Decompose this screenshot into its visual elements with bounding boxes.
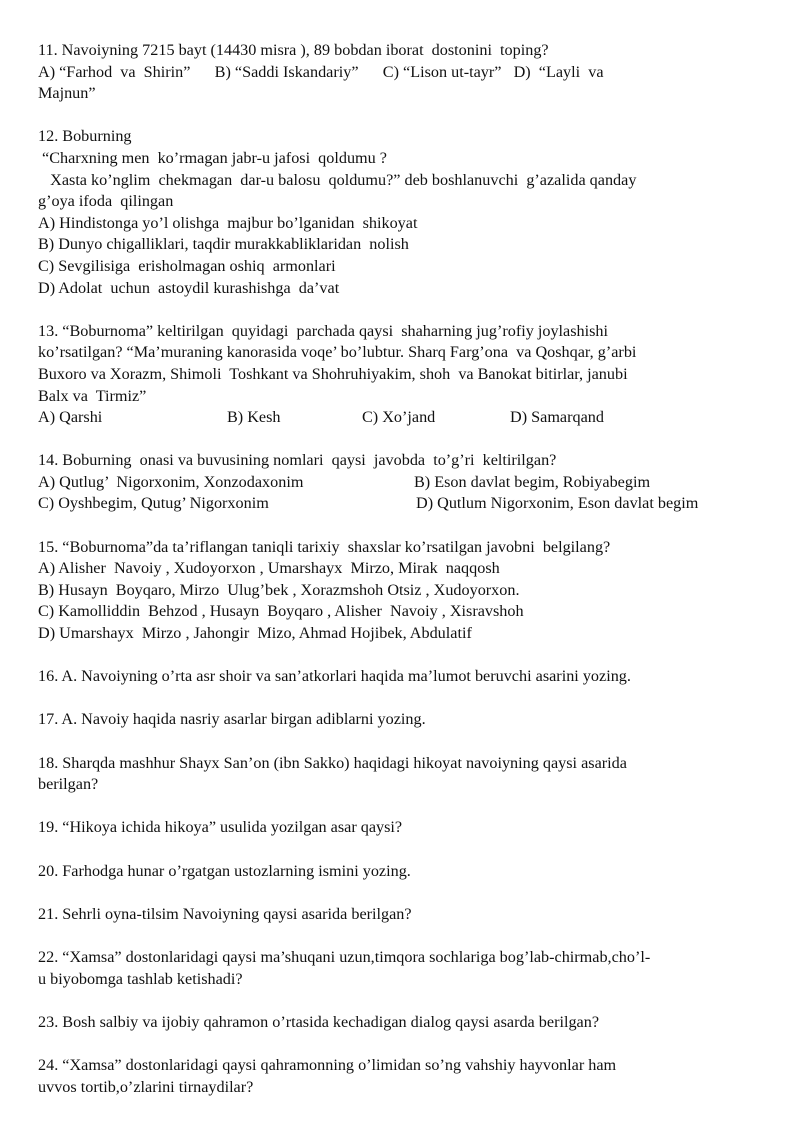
question-13 xyxy=(38,321,762,429)
question-text: uvvos tortib,o’zlarini tirnaydilar? xyxy=(38,1077,254,1096)
question-text: 24. “Xamsa” dostonlaridagi qaysi qahramonning o’limidan so’ng vahshiy hayvonlar ham xyxy=(38,1055,617,1074)
question-text: Balx va Tirmiz” xyxy=(38,386,147,405)
answer-options-row xyxy=(38,407,762,429)
question-17: 17. A. Navoiy haqida nasriy asarlar birgan adiblarni yozing. xyxy=(38,710,426,729)
question-22 xyxy=(38,947,762,990)
answer-option-a: A) Qutlug’ Nigorxonim, Xonzodaxonim xyxy=(38,472,304,491)
question-text: 15. “Boburnoma”da ta’riflangan taniqli tarixiy shaxslar ko’rsatilgan javobni belgilang? xyxy=(38,537,611,556)
question-text: ko’rsatilgan? “Ma’muraning kanorasida voqe’ bo’lubtur. Sharq Farg’ona va Qoshqar, g’arbi xyxy=(38,343,637,362)
answer-options-row xyxy=(38,472,762,494)
question-title: 12. Boburning xyxy=(38,127,132,146)
question-21: 21. Sehrli oyna-tilsim Navoiyning qaysi asarida berilgan? xyxy=(38,904,412,923)
question-text: g’oya ifoda qilingan xyxy=(38,192,174,211)
question-23: 23. Bosh salbiy va ijobiy qahramon o’rtasida kechadigan dialog qaysi asarda berilgan? xyxy=(38,1012,600,1031)
question-15 xyxy=(38,537,762,645)
question-11 xyxy=(38,40,762,105)
answer-option-c: C) Kamolliddin Behzod , Husayn Boyqaro , Alisher Navoiy , Xisravshoh xyxy=(38,602,524,621)
answer-option-a: A) Qarshi xyxy=(38,408,103,427)
document-page xyxy=(38,40,762,1098)
answer-option-d: D) Qutlum Nigorxonim, Eson davlat begim xyxy=(416,494,699,513)
question-text: 18. Sharqda mashhur Shayx San’on (ibn Sakko) haqidagi hikoyat navoiyning qaysi asarida xyxy=(38,753,627,772)
answer-option-c: C) Oyshbegim, Qutug’ Nigorxonim xyxy=(38,494,269,513)
question-14 xyxy=(38,450,762,515)
question-text: Buxoro va Xorazm, Shimoli Toshkant va Shohruhiyakim, shoh va Banokat bitirlar, janubi xyxy=(38,364,628,383)
question-text: u biyobomga tashlab ketishadi? xyxy=(38,969,243,988)
question-19: 19. “Hikoya ichida hikoya” usulida yozilgan asar qaysi? xyxy=(38,818,403,837)
question-text: berilgan? xyxy=(38,775,99,794)
answer-options-row xyxy=(38,493,762,515)
answer-option-d: D) Umarshayx Mirzo , Jahongir Mizo, Ahmad Hojibek, Abdulatif xyxy=(38,624,472,643)
question-16: 16. A. Navoiyning o’rta asr shoir va san’atkorlari haqida ma’lumot beruvchi asarini yozing. xyxy=(38,667,631,686)
answer-option-c: C) Xo’jand xyxy=(362,408,436,427)
question-text: 14. Boburning onasi va buvusining nomlari qaysi javobda to’g’ri keltirilgan? xyxy=(38,451,557,470)
answer-option-b: B) Kesh xyxy=(227,408,281,427)
poem-line: “Charxning men ko’rmagan jabr-u jafosi qoldumu ? xyxy=(38,148,387,167)
question-text: 13. “Boburnoma” keltirilgan quyidagi parchada qaysi shaharning jug’rofiy joylashishi xyxy=(38,321,609,340)
answer-option-c: C) Sevgilisiga erisholmagan oshiq armonlari xyxy=(38,256,336,275)
answer-option-a: A) Hindistonga yo’l olishga majbur bo’lganidan shikoyat xyxy=(38,213,418,232)
answer-options: A) “Farhod va Shirin” B) “Saddi Iskandariy” C) “Lison ut-tayr” D) “Layli va xyxy=(38,62,604,81)
question-text: 11. Navoiyning 7215 bayt (14430 misra ), 89 bobdan iborat dostonini toping? xyxy=(38,41,549,59)
answer-option-b: B) Dunyo chigalliklari, taqdir murakkabliklaridan nolish xyxy=(38,235,409,254)
answer-option-b: B) Husayn Boyqaro, Mirzo Ulug’bek , Xorazmshoh Otsiz , Xudoyorxon. xyxy=(38,580,520,599)
answer-option-a: A) Alisher Navoiy , Xudoyorxon , Umarshayx Mirzo, Mirak naqqosh xyxy=(38,559,500,578)
question-text: 22. “Xamsa” dostonlaridagi qaysi ma’shuqani uzun,timqora sochlariga bog’lab-chirmab,cho’l- xyxy=(38,947,651,966)
question-12 xyxy=(38,126,762,299)
question-18 xyxy=(38,753,762,796)
answer-option-d: D) Adolat uchun astoydil kurashishga da’vat xyxy=(38,278,340,297)
question-20: 20. Farhodga hunar o’rgatgan ustozlarning ismini yozing. xyxy=(38,861,411,880)
answer-option-d: D) Samarqand xyxy=(510,408,604,427)
question-24 xyxy=(38,1055,762,1098)
answer-option-b: B) Eson davlat begim, Robiyabegim xyxy=(414,472,651,491)
answer-options-continued: Majnun” xyxy=(38,84,96,103)
poem-line: Xasta ko’nglim chekmagan dar-u balosu qoldumu?” deb boshlanuvchi g’azalida qanday xyxy=(38,170,637,189)
